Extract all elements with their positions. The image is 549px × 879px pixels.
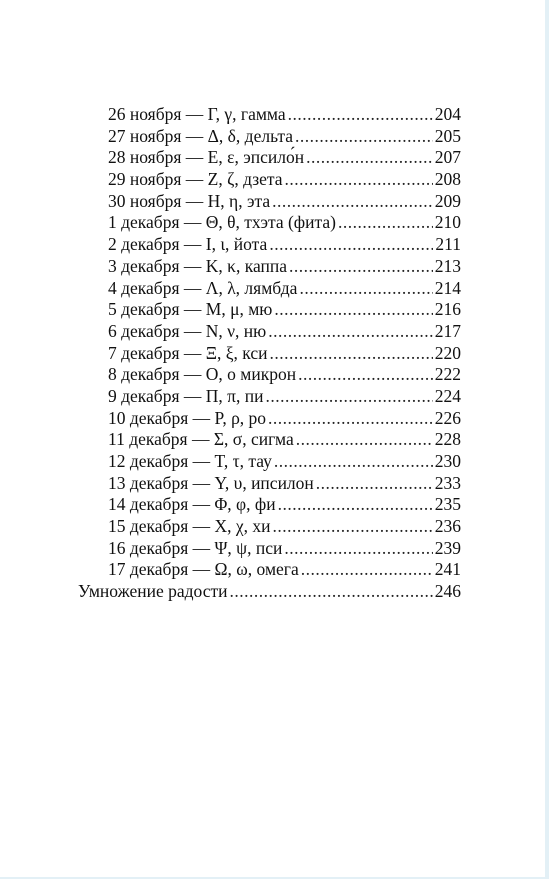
toc-entry-page-number: 217 — [434, 320, 461, 341]
toc-entry-line — [108, 256, 461, 278]
toc-entry-line — [108, 559, 461, 581]
toc-entry-page-number: 211 — [435, 234, 461, 255]
toc-entry-page-number: 228 — [434, 429, 461, 450]
table-of-contents — [0, 104, 549, 603]
toc-entry — [0, 451, 549, 473]
toc-entry — [0, 104, 549, 126]
dot-leader — [272, 191, 433, 213]
toc-entry-title: 4 декабря — Λ, λ, лямбда — [108, 277, 298, 298]
toc-entry-title: 6 декабря — Ν, ν, ню — [108, 320, 267, 341]
dot-leader — [288, 104, 433, 126]
toc-entry — [0, 234, 549, 256]
dot-leader — [268, 321, 433, 343]
toc-entry-page-number: 208 — [434, 169, 461, 190]
toc-entry-title: Умножение радости — [78, 581, 228, 602]
toc-entry — [0, 321, 549, 343]
dot-leader — [230, 581, 433, 603]
toc-entry-line — [108, 321, 461, 343]
toc-entry-title: 15 декабря — Χ, χ, хи — [108, 516, 271, 537]
toc-entry-title: 2 декабря — Ι, ι, йота — [108, 234, 268, 255]
toc-entry-line — [108, 343, 461, 365]
dot-leader — [270, 343, 433, 365]
toc-entry-title: 1 декабря — Θ, θ, тхэта (фита) — [108, 212, 336, 233]
toc-entry — [0, 278, 549, 300]
toc-entry-page-number: 241 — [434, 559, 461, 580]
toc-entry-line — [108, 234, 461, 256]
dot-leader — [273, 516, 433, 538]
dot-leader — [298, 364, 433, 386]
toc-entry-line — [108, 429, 461, 451]
toc-entry-page-number: 209 — [434, 190, 461, 211]
dot-leader — [338, 212, 433, 234]
toc-entry-line — [108, 408, 461, 430]
toc-entry-line — [108, 494, 461, 516]
toc-entry-title: 27 ноября — Δ, δ, дельта — [108, 125, 294, 146]
toc-entry-title: 28 ноября — Ε, ε, эпсило́н — [108, 147, 305, 168]
toc-entry-title: 14 декабря — Φ, φ, фи — [108, 494, 276, 515]
dot-leader — [301, 559, 433, 581]
toc-entry-line — [108, 516, 461, 538]
toc-entry-page-number: 204 — [434, 104, 461, 124]
toc-entry — [0, 169, 549, 191]
toc-entry — [0, 343, 549, 365]
toc-entry-page-number: 236 — [434, 516, 461, 537]
toc-entry-line — [108, 538, 461, 560]
dot-leader — [274, 451, 433, 473]
dot-leader — [274, 299, 432, 321]
toc-entry-title: 13 декабря — Υ, υ, ипсилон — [108, 472, 314, 493]
toc-entry — [0, 256, 549, 278]
toc-entry-line — [108, 104, 461, 126]
toc-entry-line — [108, 451, 461, 473]
toc-entry-title: 5 декабря — Μ, μ, мю — [108, 299, 273, 320]
toc-entry-title: 8 декабря — Ο, ο микрон — [108, 364, 297, 385]
toc-entry — [0, 473, 549, 495]
toc-entry-page-number: 235 — [434, 494, 461, 515]
toc-entry-line — [108, 364, 461, 386]
toc-entry-page-number: 216 — [434, 299, 461, 320]
toc-entry — [0, 212, 549, 234]
toc-entry — [0, 559, 549, 581]
toc-entry-title: 11 декабря — Σ, σ, сигма — [108, 429, 294, 450]
toc-entry-line — [78, 581, 461, 603]
toc-entry-title: 30 ноября — Η, η, эта — [108, 190, 271, 211]
toc-entry-page-number: 220 — [434, 342, 461, 363]
toc-entry-line — [108, 299, 461, 321]
toc-entry-title: 12 декабря — Τ, τ, тау — [108, 451, 272, 471]
toc-entry-title: 29 ноября — Ζ, ζ, дзета — [108, 169, 283, 190]
dot-leader — [316, 473, 433, 495]
toc-entry-page-number: 246 — [434, 581, 461, 602]
toc-entry-page-number: 210 — [434, 212, 461, 233]
toc-entry — [0, 538, 549, 560]
toc-entry — [0, 429, 549, 451]
dot-leader — [268, 408, 433, 430]
toc-entry-title: 17 декабря — Ω, ω, омега — [108, 559, 299, 580]
toc-entry — [0, 386, 549, 408]
dot-leader — [265, 386, 432, 408]
toc-entry — [0, 516, 549, 538]
toc-entry-line — [108, 473, 461, 495]
dot-leader — [296, 429, 433, 451]
dot-leader — [289, 256, 433, 278]
toc-entry-line — [108, 126, 461, 148]
toc-entry — [0, 494, 549, 516]
dot-leader — [284, 538, 432, 560]
toc-entry-title: 9 декабря — Π, π, пи — [108, 385, 264, 406]
toc-entry-line — [108, 212, 461, 234]
toc-entry-title: 16 декабря — Ψ, ψ, пси — [108, 537, 283, 558]
toc-entry — [0, 299, 549, 321]
toc-entry-page-number: 214 — [434, 277, 461, 298]
toc-entry — [0, 408, 549, 430]
toc-entry-line — [108, 386, 461, 408]
dot-leader — [295, 126, 433, 148]
toc-entry-page-number: 213 — [434, 255, 461, 276]
dot-leader — [269, 234, 433, 256]
toc-entry-page-number: 224 — [434, 385, 461, 406]
toc-entry-title: 3 декабря — Κ, κ, каппа — [108, 255, 287, 276]
toc-entry-line — [108, 278, 461, 300]
toc-entry-line — [108, 147, 461, 169]
toc-entry — [0, 147, 549, 169]
toc-entry — [0, 364, 549, 386]
toc-entry — [0, 191, 549, 213]
dot-leader — [306, 147, 433, 169]
toc-entry-page-number: 239 — [434, 537, 461, 558]
toc-entry-page-number: 205 — [434, 125, 461, 146]
toc-entry-line — [108, 191, 461, 213]
toc-entry-page-number: 226 — [434, 407, 461, 428]
toc-entry — [0, 581, 549, 603]
toc-entry-page-number: 222 — [434, 364, 461, 385]
toc-entry-page-number: 233 — [434, 472, 461, 493]
dot-leader — [299, 278, 432, 300]
toc-entry-title: 10 декабря — Ρ, ρ, ро — [108, 407, 267, 428]
dot-leader — [278, 494, 433, 516]
dot-leader — [285, 169, 433, 191]
toc-entry — [0, 126, 549, 148]
toc-entry-page-number: 207 — [434, 147, 461, 168]
toc-entry-title: 7 декабря — Ξ, ξ, кси — [108, 342, 268, 363]
toc-entry-page-number: 230 — [434, 451, 461, 471]
toc-entry-title: 26 ноября — Γ, γ, гамма — [108, 104, 286, 124]
toc-entry-line — [108, 169, 461, 191]
